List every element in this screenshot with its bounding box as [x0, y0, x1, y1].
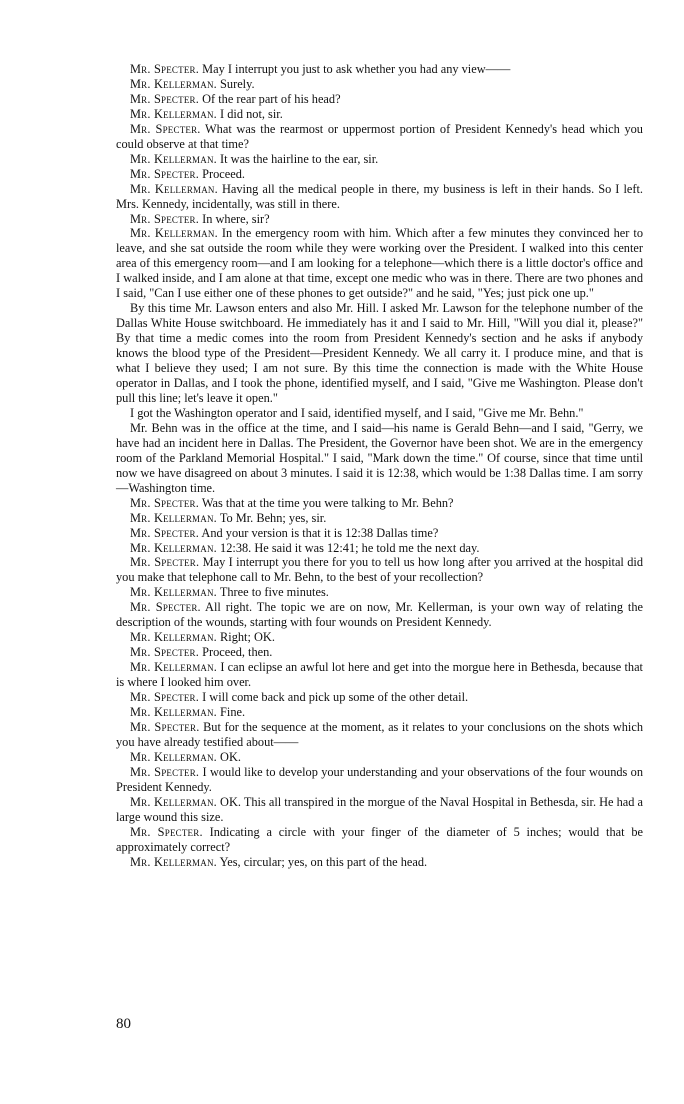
speaker-name: Mr. Specter. [130, 719, 200, 734]
paragraph [116, 855, 643, 870]
paragraph-text: May I interrupt you just to ask whether you had any view—— [202, 62, 511, 76]
paragraph-text: It was the hairline to the ear, sir. [220, 151, 379, 166]
paragraph [116, 212, 643, 227]
paragraph [116, 122, 643, 152]
paragraph [116, 645, 643, 660]
speaker-name: Mr. Kellerman. [130, 794, 217, 809]
speaker-name: Mr. Kellerman. [130, 106, 217, 121]
speaker-name: Mr. Kellerman. [130, 660, 218, 675]
paragraph [116, 77, 643, 92]
speaker-name: Mr. Kellerman. [130, 76, 217, 91]
paragraph-text: I will come back and pick up some of the other detail. [202, 690, 469, 705]
paragraph [116, 107, 643, 122]
speaker-name: Mr. Kellerman. [130, 540, 217, 555]
paragraph [116, 526, 643, 541]
paragraph [116, 600, 643, 630]
paragraph [116, 690, 643, 705]
speaker-name: Mr. Specter. [130, 690, 200, 705]
paragraph [116, 541, 643, 556]
paragraph-text: I can eclipse an awful lot here and get into the morgue here in Bethesda, because that is where I looked him over. [116, 660, 643, 690]
paragraph-text: I would like to develop your understanding and your observations of the four wounds on President Kennedy. [116, 764, 643, 794]
paragraph [116, 585, 643, 600]
speaker-name: Mr. Kellerman. [130, 749, 217, 764]
speaker-name: Mr. Kellerman. [130, 510, 217, 525]
paragraph [116, 765, 643, 795]
paragraph [116, 152, 643, 167]
speaker-name: Mr. Kellerman. [130, 630, 217, 645]
paragraph-text: And your version is that it is 12:38 Dallas time? [201, 525, 439, 540]
paragraph-text: Of the rear part of his head? [202, 91, 341, 106]
speaker-name: Mr. Kellerman. [130, 585, 217, 600]
paragraph [116, 62, 643, 77]
paragraph-text: I got the Washington operator and I said, identified myself, and I said, "Give me Mr. Behn." [130, 405, 584, 420]
speaker-name: Mr. Kellerman. [130, 704, 217, 719]
paragraph-text: Fine. [220, 704, 246, 719]
paragraph-text: But for the sequence at the moment, as it relates to your conclusions on the shots which you have already testified about—— [116, 719, 643, 749]
paragraph-text: I did not, sir. [220, 106, 283, 121]
paragraph-text: Indicating a circle with your finger of the diameter of 5 inches; would that be approximately correct? [116, 824, 644, 854]
speaker-name: Mr. Specter. [130, 600, 201, 615]
speaker-name: Mr. Specter. [130, 211, 200, 226]
paragraph [116, 496, 643, 511]
paragraph [116, 705, 643, 720]
paragraph [116, 92, 643, 107]
paragraph-text: What was the rearmost or uppermost portion of President Kennedy's head which you could observe at that time? [116, 121, 643, 151]
paragraph-text: OK. [220, 749, 241, 764]
paragraph-text: By this time Mr. Lawson enters and also Mr. Hill. I asked Mr. Lawson for the telephone number of the Dallas White House switchboard. He immediately has it and I said to Mr. Hill, "Will you dial it, please?" By that time a medic comes into the room from President Kennedy's section and he asks if anybody knows the blood type of the President—President Kennedy. We all carry it. I produce mine, and that is what I believe they used; I am not sure. By this time the connection is made with the White House operator in Dallas, and I took the phone, identified myself, and I said, "Give me Washington. Please don't pull this line; let's leave it open." [116, 301, 643, 405]
speaker-name: Mr. Kellerman. [130, 181, 218, 196]
paragraph-text: In where, sir? [202, 211, 270, 226]
paragraph [116, 511, 643, 526]
speaker-name: Mr. Specter. [130, 121, 201, 136]
paragraph-text: OK. This all transpired in the morgue of the Naval Hospital in Bethesda, sir. He had a large wound this size. [116, 794, 643, 824]
paragraph [116, 167, 643, 182]
paragraph [116, 182, 643, 212]
paragraph-text: Proceed. [202, 166, 245, 181]
paragraph-text: Right; OK. [220, 630, 275, 645]
paragraph [116, 750, 643, 765]
paragraph [116, 421, 643, 496]
speaker-name: Mr. Kellerman. [130, 226, 218, 241]
paragraph-text: Yes, circular; yes, on this part of the head. [219, 854, 428, 869]
speaker-name: Mr. Specter. [130, 764, 200, 779]
speaker-name: Mr. Specter. [130, 645, 200, 660]
speaker-name: Mr. Specter. [130, 555, 200, 570]
paragraph-text: Surely. [220, 76, 255, 91]
paragraph-text: Proceed, then. [202, 645, 273, 660]
paragraph [116, 301, 643, 406]
paragraph [116, 226, 643, 301]
paragraph-text: All right. The topic we are on now, Mr. Kellerman, is your own way of relating the description of the wounds, starting with four wounds on President Kennedy. [116, 600, 643, 630]
paragraph-text: Three to five minutes. [219, 585, 329, 600]
speaker-name: Mr. Kellerman. [130, 854, 217, 869]
paragraph [116, 630, 643, 645]
speaker-name: Mr. Specter. [130, 824, 203, 839]
paragraph [116, 720, 643, 750]
speaker-name: Mr. Specter. [130, 525, 200, 540]
paragraph-text: 12:38. He said it was 12:41; he told me the next day. [220, 540, 480, 555]
paragraph-text: Mr. Behn was in the office at the time, and I said—his name is Gerald Behn—and I said, "Gerry, we have had an incident here in Dallas. The President, the Governor have been shot. We are in the emergency room of the Parkland Memorial Hospital." I said, "Mark down the time." Of course, since that time until now we have disagreed on about 3 minutes. I said it is 12:38, which would be 1:38 Dallas time. I am sorry—Washington time. [116, 420, 643, 495]
paragraph-text: In the emergency room with him. Which after a few minutes they convinced her to leave, and she sat outside the room while they were working over the President. I walked into this center area of this emergency room—and I am looking for a telephone—which there is a little doctor's office and I walked inside, and I am alone at that time, except one medic who was in there. There are two phones and I said, "Can I use either one of these phones to get outside?" and he said, "Yes; just pick one up." [116, 226, 643, 301]
speaker-name: Mr. Specter. [130, 166, 200, 181]
paragraph [116, 555, 643, 585]
paragraph-text: To Mr. Behn; yes, sir. [219, 510, 327, 525]
paragraph-text: Having all the medical people in there, my business is left in their hands. So I left. Mrs. Kennedy, incidentally, was still in there. [116, 181, 643, 211]
speaker-name: Mr. Specter. [130, 62, 200, 76]
speaker-name: Mr. Specter. [130, 495, 200, 510]
page-number: 80 [116, 1016, 131, 1032]
paragraph-text: Was that at the time you were talking to Mr. Behn? [201, 495, 454, 510]
testimony-body [116, 62, 643, 869]
paragraph [116, 795, 643, 825]
paragraph [116, 825, 643, 855]
paragraph [116, 660, 643, 690]
speaker-name: Mr. Specter. [130, 91, 200, 106]
paragraph-text: May I interrupt you there for you to tell us how long after you arrived at the hospital did you make that telephone call to Mr. Behn, to the best of your recollection? [116, 555, 644, 585]
speaker-name: Mr. Kellerman. [130, 151, 217, 166]
paragraph [116, 406, 643, 421]
